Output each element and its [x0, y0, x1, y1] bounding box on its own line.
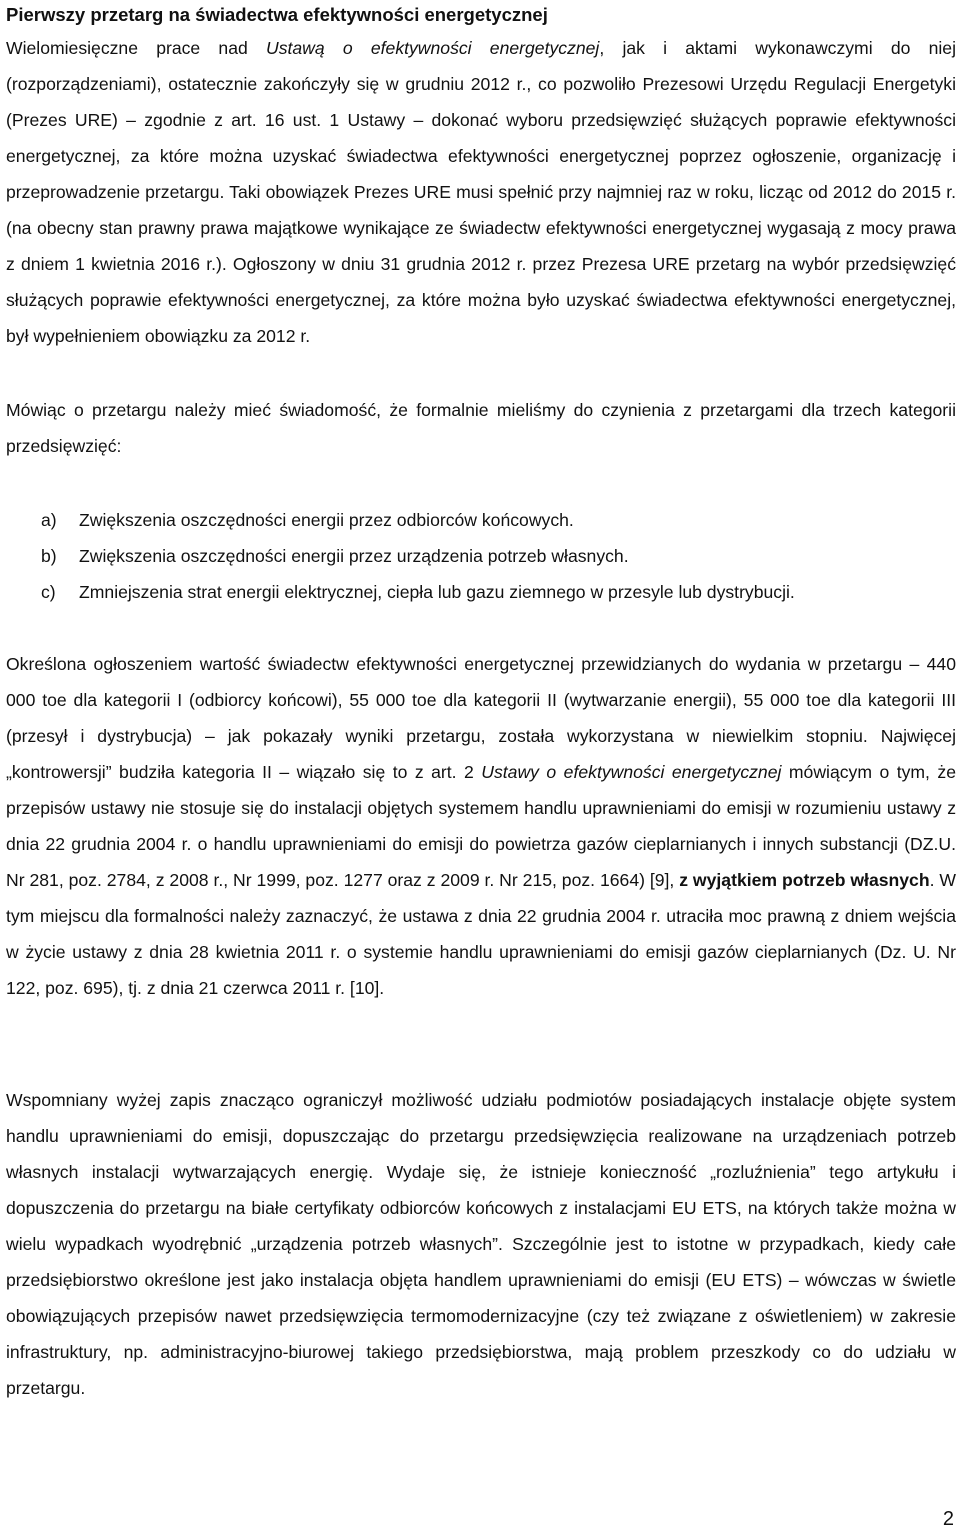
act-title-italic: Ustawy o efektywności energetycznej [481, 762, 782, 782]
emphasis-bold: z wyjątkiem potrzeb własnych [679, 870, 930, 890]
paragraph-text: Wielomiesięczne prace nad [6, 38, 266, 58]
list-item-text: Zmniejszenia strat energii elektrycznej, ciepła lub gazu ziemnego w przesyle lub dystrybucji. [79, 582, 795, 602]
section-heading: Pierwszy przetarg na świadectwa efektywności energetycznej [6, 4, 548, 25]
paragraph-text: , jak i aktami wykonawczymi do niej (rozporządzeniami), ostatecznie zakończyły się w grudniu 2012 r., co pozwoliło Prezesowi Urzędu Regulacji Energetyki (Prezes URE) – zgodnie z art. 16 ust. 1 Ustawy – dokonać wyboru przedsięwzięć służących poprawie efektywności energetycznej, za które można uzyskać świadectwa efektywności energetycznej poprzez ogłoszenie, organizację i przeprowadzenie przetargu. Taki obowiązek Prezes URE musi spełnić przy najmniej raz w roku, licząc od 2012 do 2015 r. (na obecny stan prawny prawa majątkowe wynikające ze świadectw efektywności energetycznej wygasają z mocy prawa z dniem 1 kwietnia 2016 r.). Ogłoszony w dniu 31 grudnia 2012 r. przez Prezesa URE przetarg na wybór przedsięwzięć służących poprawie efektywności energetycznej, za które można było uzyskać świadectwa efektywności energetycznej, był wypełnieniem obowiązku za 2012 r. [6, 38, 956, 346]
paragraph-categories-intro: Mówiąc o przetargu należy mieć świadomość, że formalnie mieliśmy do czynienia z przetargami dla trzech kategorii przedsięwzięć: [6, 400, 956, 456]
list-item [41, 502, 795, 538]
page-number: 2 [942, 1508, 954, 1530]
paragraph-text: mówiącym o tym, że przepisów ustawy nie stosuje się do instalacji objętych systemem handlu uprawnieniami do emisji w rozumieniu ustawy z dnia 22 grudnia 2004 r. o handlu uprawnieniami do emisji do powietrza gazów cieplarnianych i innych substancji (DZ.U. Nr 281, poz. 2784, z 2008 r., Nr 1999, poz. 1277 oraz z 2009 r. Nr 215, poz. 1664) [9], [6, 762, 956, 890]
paragraph-text: Określona ogłoszeniem wartość świadectw efektywności energetycznej przewidzianych do wydania w przetargu – 440 000 toe dla kategorii I (odbiorcy końcowi), 55 000 toe dla kategorii II (wytwarzanie energii), 55 000 toe dla kategorii III (przesył i dystrybucja) – jak pokazały wyniki przetargu, została wykorzystana w niewielkim stopniu. Najwięcej „kontrowersji” budziła kategoria II – wiązało się to z art. 2 [6, 654, 956, 782]
paragraph-tender-values [6, 646, 956, 1006]
list-item-text: Zwiększenia oszczędności energii przez odbiorców końcowych. [79, 510, 574, 530]
paragraph-intro [6, 30, 956, 354]
list-item [41, 574, 795, 610]
list-marker: c) [41, 582, 56, 602]
paragraph-conclusion: Wspomniany wyżej zapis znacząco ograniczył możliwość udziału podmiotów posiadających instalacje objęte system handlu uprawnieniami do emisji, dopuszczając do przetargu przedsięwzięcia realizowane na urządzeniach potrzeb własnych instalacji wytwarzających energię. Wydaje się, że istnieje konieczność „rozluźnienia” tego artykułu i dopuszczenia do przetargu na białe certyfikaty odbiorców końcowych z instalacjami EU ETS, na których także można w wielu wypadkach wyodrębnić „urządzenia potrzeb własnych”. Szczególnie jest to istotne w przypadkach, kiedy całe przedsiębiorstwo określone jest jako instalacja objęta handlem uprawnieniami do emisji (EU ETS) – wówczas w świetle obowiązujących przepisów nawet przedsięwzięcia termomodernizacyjne (czy też związane z oświetleniem) w zakresie infrastruktury, np. administracyjno-biurowej takiego przedsiębiorstwa, mają problem przeszkody co do udziału w przetargu. [6, 1090, 956, 1398]
list-item [41, 538, 795, 574]
category-list [41, 502, 795, 610]
list-marker: b) [41, 546, 57, 566]
list-item-text: Zwiększenia oszczędności energii przez urządzenia potrzeb własnych. [79, 546, 629, 566]
act-title-italic: Ustawą o efektywności energetycznej [266, 38, 600, 58]
paragraph-text: . W tym miejscu dla formalności należy zaznaczyć, że ustawa z dnia 22 grudnia 2004 r. utraciła moc prawną z dniem wejścia w życie ustawy z dnia 28 kwietnia 2011 r. o systemie handlu uprawnieniami do emisji gazów cieplarnianych (Dz. U. Nr 122, poz. 695), tj. z dnia 21 czerwca 2011 r. [10]. [6, 870, 956, 998]
list-marker: a) [41, 510, 57, 530]
